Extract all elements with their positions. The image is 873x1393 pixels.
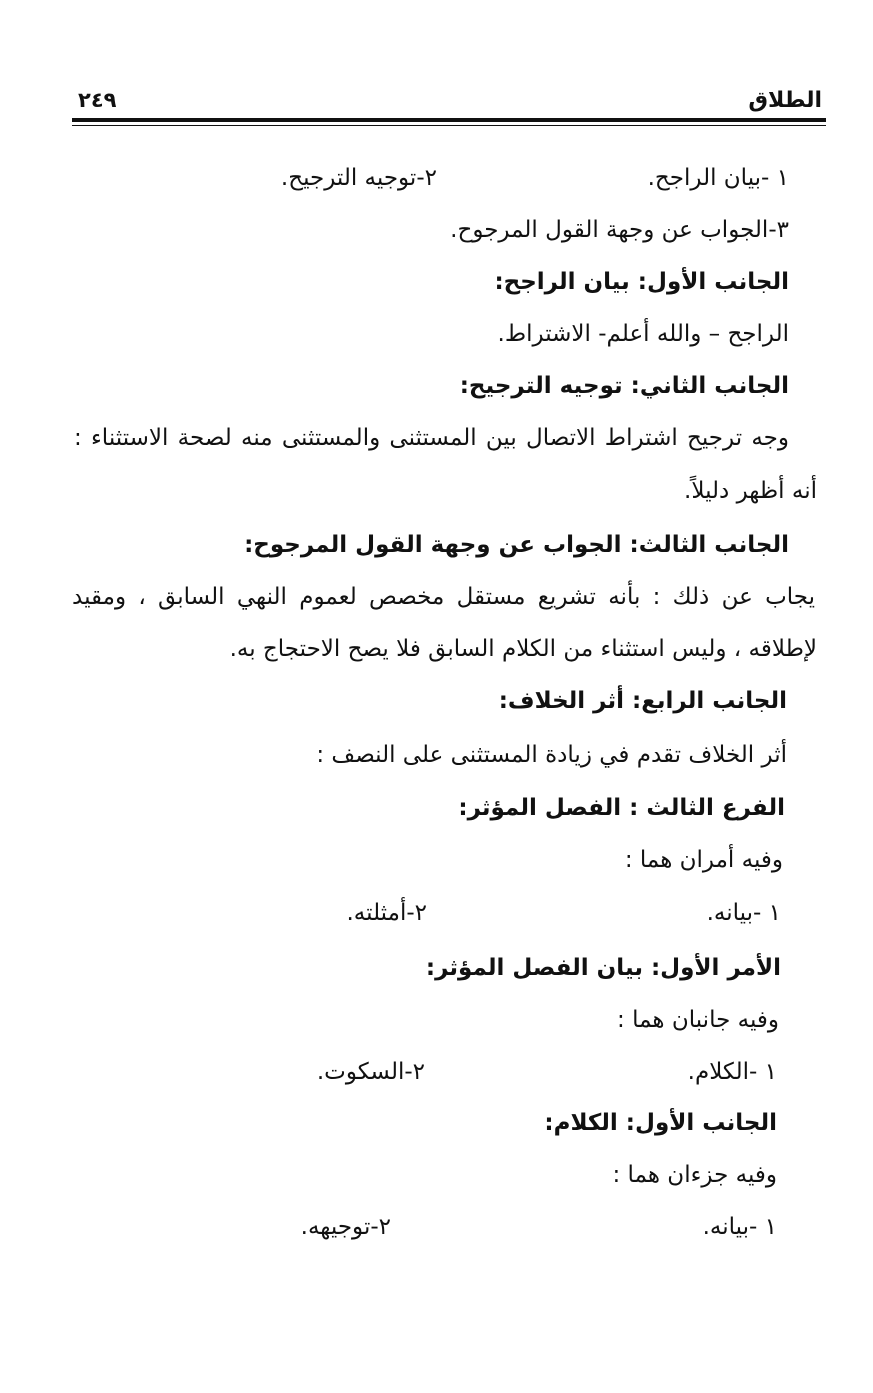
section-heading: الأمر الأول: بيان الفصل المؤثر: [425, 955, 781, 981]
paragraph-line: وفيه جزءان هما : [612, 1162, 777, 1188]
list-item: ٢-توجيه الترجيح. [280, 165, 437, 191]
list-item: ٢-السكوت. [316, 1059, 425, 1085]
page-number: ٢٤٩ [78, 88, 117, 112]
list-item: ٢-أمثلته. [346, 900, 427, 926]
page-header [72, 84, 826, 114]
paragraph-line: لإطلاقه ، وليس استثناء من الكلام السابق فلا يصح الاحتجاج به. [229, 636, 817, 662]
running-title: الطلاق [748, 88, 822, 113]
section-heading: الجانب الأول: بيان الراجح: [494, 269, 789, 295]
paragraph-line: وفيه أمران هما : [624, 847, 783, 873]
paragraph-line: الراجح – والله أعلم- الاشتراط. [497, 321, 789, 347]
list-item: ٢-توجيهه. [300, 1214, 391, 1240]
paragraph-line: أثر الخلاف تقدم في زيادة المستثنى على النصف : [316, 742, 787, 768]
list-item: ١ -بيان الراجح. [647, 165, 789, 191]
paragraph-line: وجه ترجيح اشتراط الاتصال بين المستثنى والمستثنى منه لصحة الاستثناء : [74, 425, 789, 451]
paragraph-line: يجاب عن ذلك : بأنه تشريع مستقل مخصص لعموم النهي السابق ، ومقيد [72, 584, 815, 610]
list-item: ١ -بيانه. [702, 1214, 777, 1240]
section-heading: الجانب الثاني: توجيه الترجيح: [459, 373, 789, 399]
header-rule-thick [72, 118, 826, 122]
paragraph-line: أنه أظهر دليلاً. [684, 478, 817, 504]
section-heading: الجانب الأول: الكلام: [544, 1110, 777, 1136]
list-item: ٣-الجواب عن وجهة القول المرجوح. [450, 217, 789, 243]
subsection-heading: الفرع الثالث : الفصل المؤثر: [458, 795, 785, 821]
section-heading: الجانب الرابع: أثر الخلاف: [498, 688, 787, 714]
list-item: ١ -الكلام. [687, 1059, 777, 1085]
list-item: ١ -بيانه. [706, 900, 781, 926]
header-rule-thin [72, 125, 826, 126]
section-heading: الجانب الثالث: الجواب عن وجهة القول المرجوح: [244, 532, 789, 558]
paragraph-line: وفيه جانبان هما : [617, 1007, 779, 1033]
